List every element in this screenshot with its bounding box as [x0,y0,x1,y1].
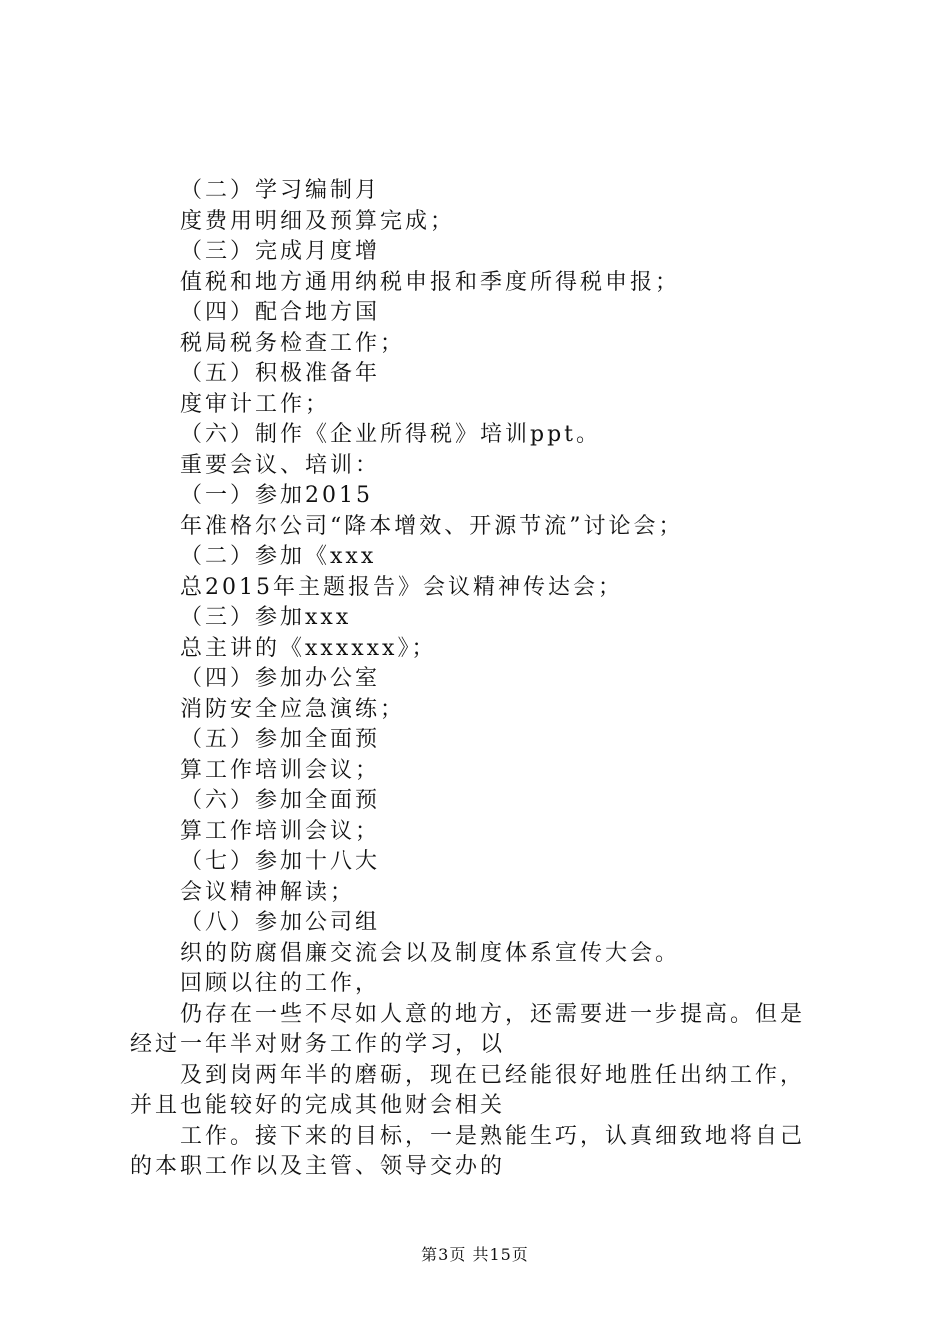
text-line: 仍存在一些不尽如人意的地方，还需要进一步提高。但是 [180,1002,806,1027]
text-line: （六）制作《企业所得税》培训ppt。 [180,422,602,447]
text-line: （五）积极准备年 [180,361,381,386]
text-line: 的本职工作以及主管、领导交办的 [130,1154,506,1179]
text-line: （七）参加十八大 [180,849,381,874]
text-line: 消防安全应急演练； [180,697,406,722]
text-line: （三）完成月度增 [180,239,381,264]
text-line: （八）参加公司组 [180,910,381,935]
text-line: 重要会议、培训： [180,453,381,478]
page-footer: 第3页 共15页 [421,1245,529,1264]
text-line: 算工作培训会议； [180,758,381,783]
text-line: 年准格尔公司“降本增效、开源节流”讨论会； [180,514,684,539]
text-line: 总主讲的《xxxxxx》； [180,636,437,661]
text-line: 及到岗两年半的磨砺，现在已经能很好地胜任出纳工作， [180,1063,806,1088]
text-line: 经过一年半对财务工作的学习，以 [130,1032,506,1057]
text-line: （五）参加全面预 [180,727,381,752]
text-line: 工作。接下来的目标，一是熟能生巧，认真细致地将自己 [180,1124,806,1149]
text-line: （四）配合地方国 [180,300,381,325]
text-line: （三）参加xxx [180,605,352,630]
text-line: 会议精神解读； [180,880,356,905]
text-line: 值税和地方通用纳税申报和季度所得税申报； [180,270,681,295]
text-line: （四）参加办公室 [180,666,381,691]
text-line: （二）学习编制月 [180,178,381,203]
text-line: 织的防腐倡廉交流会以及制度体系宣传大会。 [180,941,681,966]
text-line: （二）参加《xxx [180,544,377,569]
text-line: 税局税务检查工作； [180,331,406,356]
text-line: 度审计工作； [180,392,331,417]
text-line: 度费用明细及预算完成； [180,209,456,234]
text-line: 总2015年主题报告》会议精神传达会； [180,575,623,600]
text-line: （六）参加全面预 [180,788,381,813]
text-line: 回顾以往的工作， [180,971,381,996]
text-line: 并且也能较好的完成其他财会相关 [130,1093,506,1118]
text-line: （一）参加2015 [180,483,373,508]
text-line: 算工作培训会议； [180,819,381,844]
